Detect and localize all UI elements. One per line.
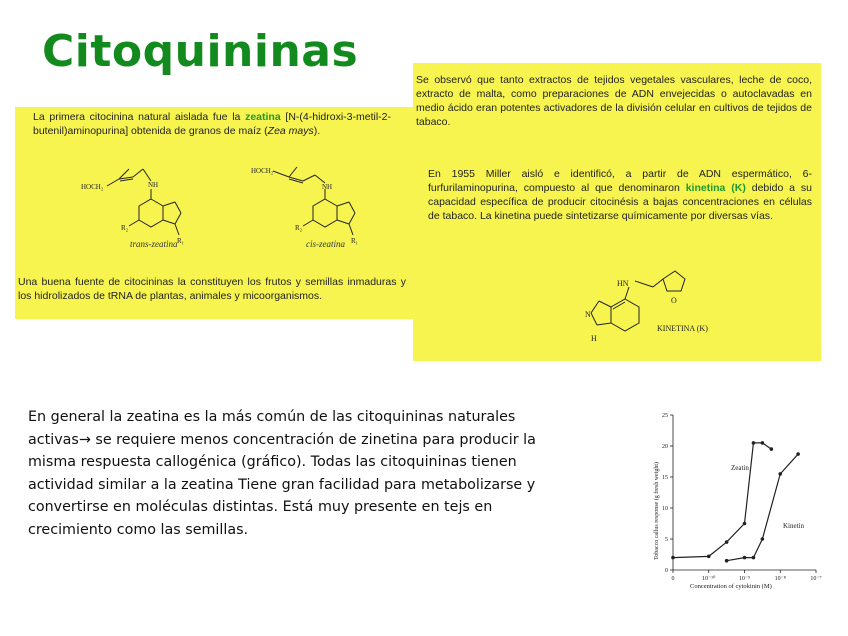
svg-text:NH: NH <box>322 183 333 191</box>
svg-text:HN: HN <box>617 279 629 288</box>
kinetin-point <box>778 472 782 476</box>
zeatin-point <box>752 441 756 445</box>
zeatin-point <box>770 447 774 451</box>
zeatin-point <box>725 540 729 544</box>
svg-text:N: N <box>585 310 591 319</box>
zeatin-highlight: zeatina <box>245 111 281 123</box>
kinetin-point <box>725 559 729 563</box>
svg-text:H: H <box>591 334 597 343</box>
x-tick-label: 10⁻⁹ <box>738 576 751 582</box>
kinetin-point <box>752 556 756 560</box>
kinetin-structure <box>563 259 783 359</box>
kinetin-point <box>743 556 747 560</box>
x-tick-label: 10⁻⁸ <box>774 576 786 582</box>
y-tick-label: 25 <box>662 413 668 419</box>
miller-paragraph: En 1955 Miller aisló e identificó, a partir de ADN espermático, 6-furfurilaminopurina, compuesto al que denominaron kinetina (K) debido a su capacidad específica de producir citocinésis a bajas concentraciones en células de tabaco. La kinetina puede sintetizarse químicamente por diversas vías. <box>428 168 813 222</box>
y-tick-label: 0 <box>665 568 668 574</box>
kinetin-point <box>796 452 800 456</box>
x-tick-label: 0 <box>671 576 675 582</box>
svg-text:O: O <box>671 296 677 305</box>
x-tick-label: 10⁻⁷ <box>810 576 822 582</box>
zeatin-point <box>761 441 765 445</box>
tissue-extract-paragraph: Se observó que tanto extractos de tejidos vegetales vasculares, leche de coco, extracto de malta, como preparaciones de ADN envejecidas o autoclavadas en medio ácido eran potentes activadores de la división celular en cultivos de tejidos de tabaco. <box>416 74 812 128</box>
zeatin-panel <box>15 107 413 319</box>
trans-zeatin-caption: trans-zeatina <box>130 239 178 249</box>
kinetin-panel <box>413 63 821 361</box>
callus-response-chart <box>640 400 830 595</box>
zeatin-intro: La primera citocinina natural aislada fue la zeatina [N-(4-hidroxi-3-metil-2-butenil)aminopurina] obtenida de granos de maíz (Zea mays). <box>33 111 391 137</box>
svg-text:NH: NH <box>148 181 159 189</box>
zeatin-point <box>671 556 675 560</box>
svg-text:R₁: R₁ <box>177 237 185 245</box>
y-tick-label: 20 <box>662 444 668 450</box>
zeatin-line <box>673 443 771 558</box>
cis-zeatin-caption: cis-zeatina <box>306 239 345 249</box>
svg-text:R₁: R₁ <box>351 237 359 245</box>
svg-text:R₂: R₂ <box>121 224 129 232</box>
chart-ylabel: Tobacco callus response (g fresh weight) <box>654 461 660 560</box>
kinetin-series-label: Kinetin <box>783 522 804 530</box>
summary-text: En general la zeatina es la más común de las citoquininas naturales activas→ se requiere menos concentración de zinetina para producir la misma respuesta callogénica (gráfico). Todas las citoquininas tienen actividad similar a la zeatina Tiene gran facilidad para metabolizarse y convertirse en moléculas distintas. Está muy presente en tejs en crecimiento como las semillas. <box>28 409 536 538</box>
svg-text:HOCH₂: HOCH₂ <box>81 183 104 191</box>
kinetin-label: KINETINA (K) <box>657 324 708 333</box>
svg-text:R₂: R₂ <box>295 224 303 232</box>
y-tick-label: 10 <box>662 506 668 512</box>
zeatin-point <box>743 522 747 526</box>
kinetin-highlight: kinetina (K) <box>685 182 746 194</box>
chart-xlabel: Concentration of cytokinin (M) <box>690 583 772 590</box>
x-tick-label: 10⁻¹⁰ <box>702 576 716 582</box>
zeatin-point <box>707 555 711 559</box>
svg-text:HOCH₂: HOCH₂ <box>251 167 274 175</box>
y-tick-label: 5 <box>665 537 668 543</box>
page-title: Citoquininas <box>42 26 359 77</box>
zeatin-series-label: Zeatin <box>731 464 749 472</box>
kinetin-point <box>761 537 765 541</box>
citokinin-sources: Una buena fuente de citocininas la constituyen los frutos y semillas inmaduras y los hidrolizados de tRNA de plantas, animales y micoorganismos. <box>18 276 406 302</box>
y-tick-label: 15 <box>662 475 668 481</box>
